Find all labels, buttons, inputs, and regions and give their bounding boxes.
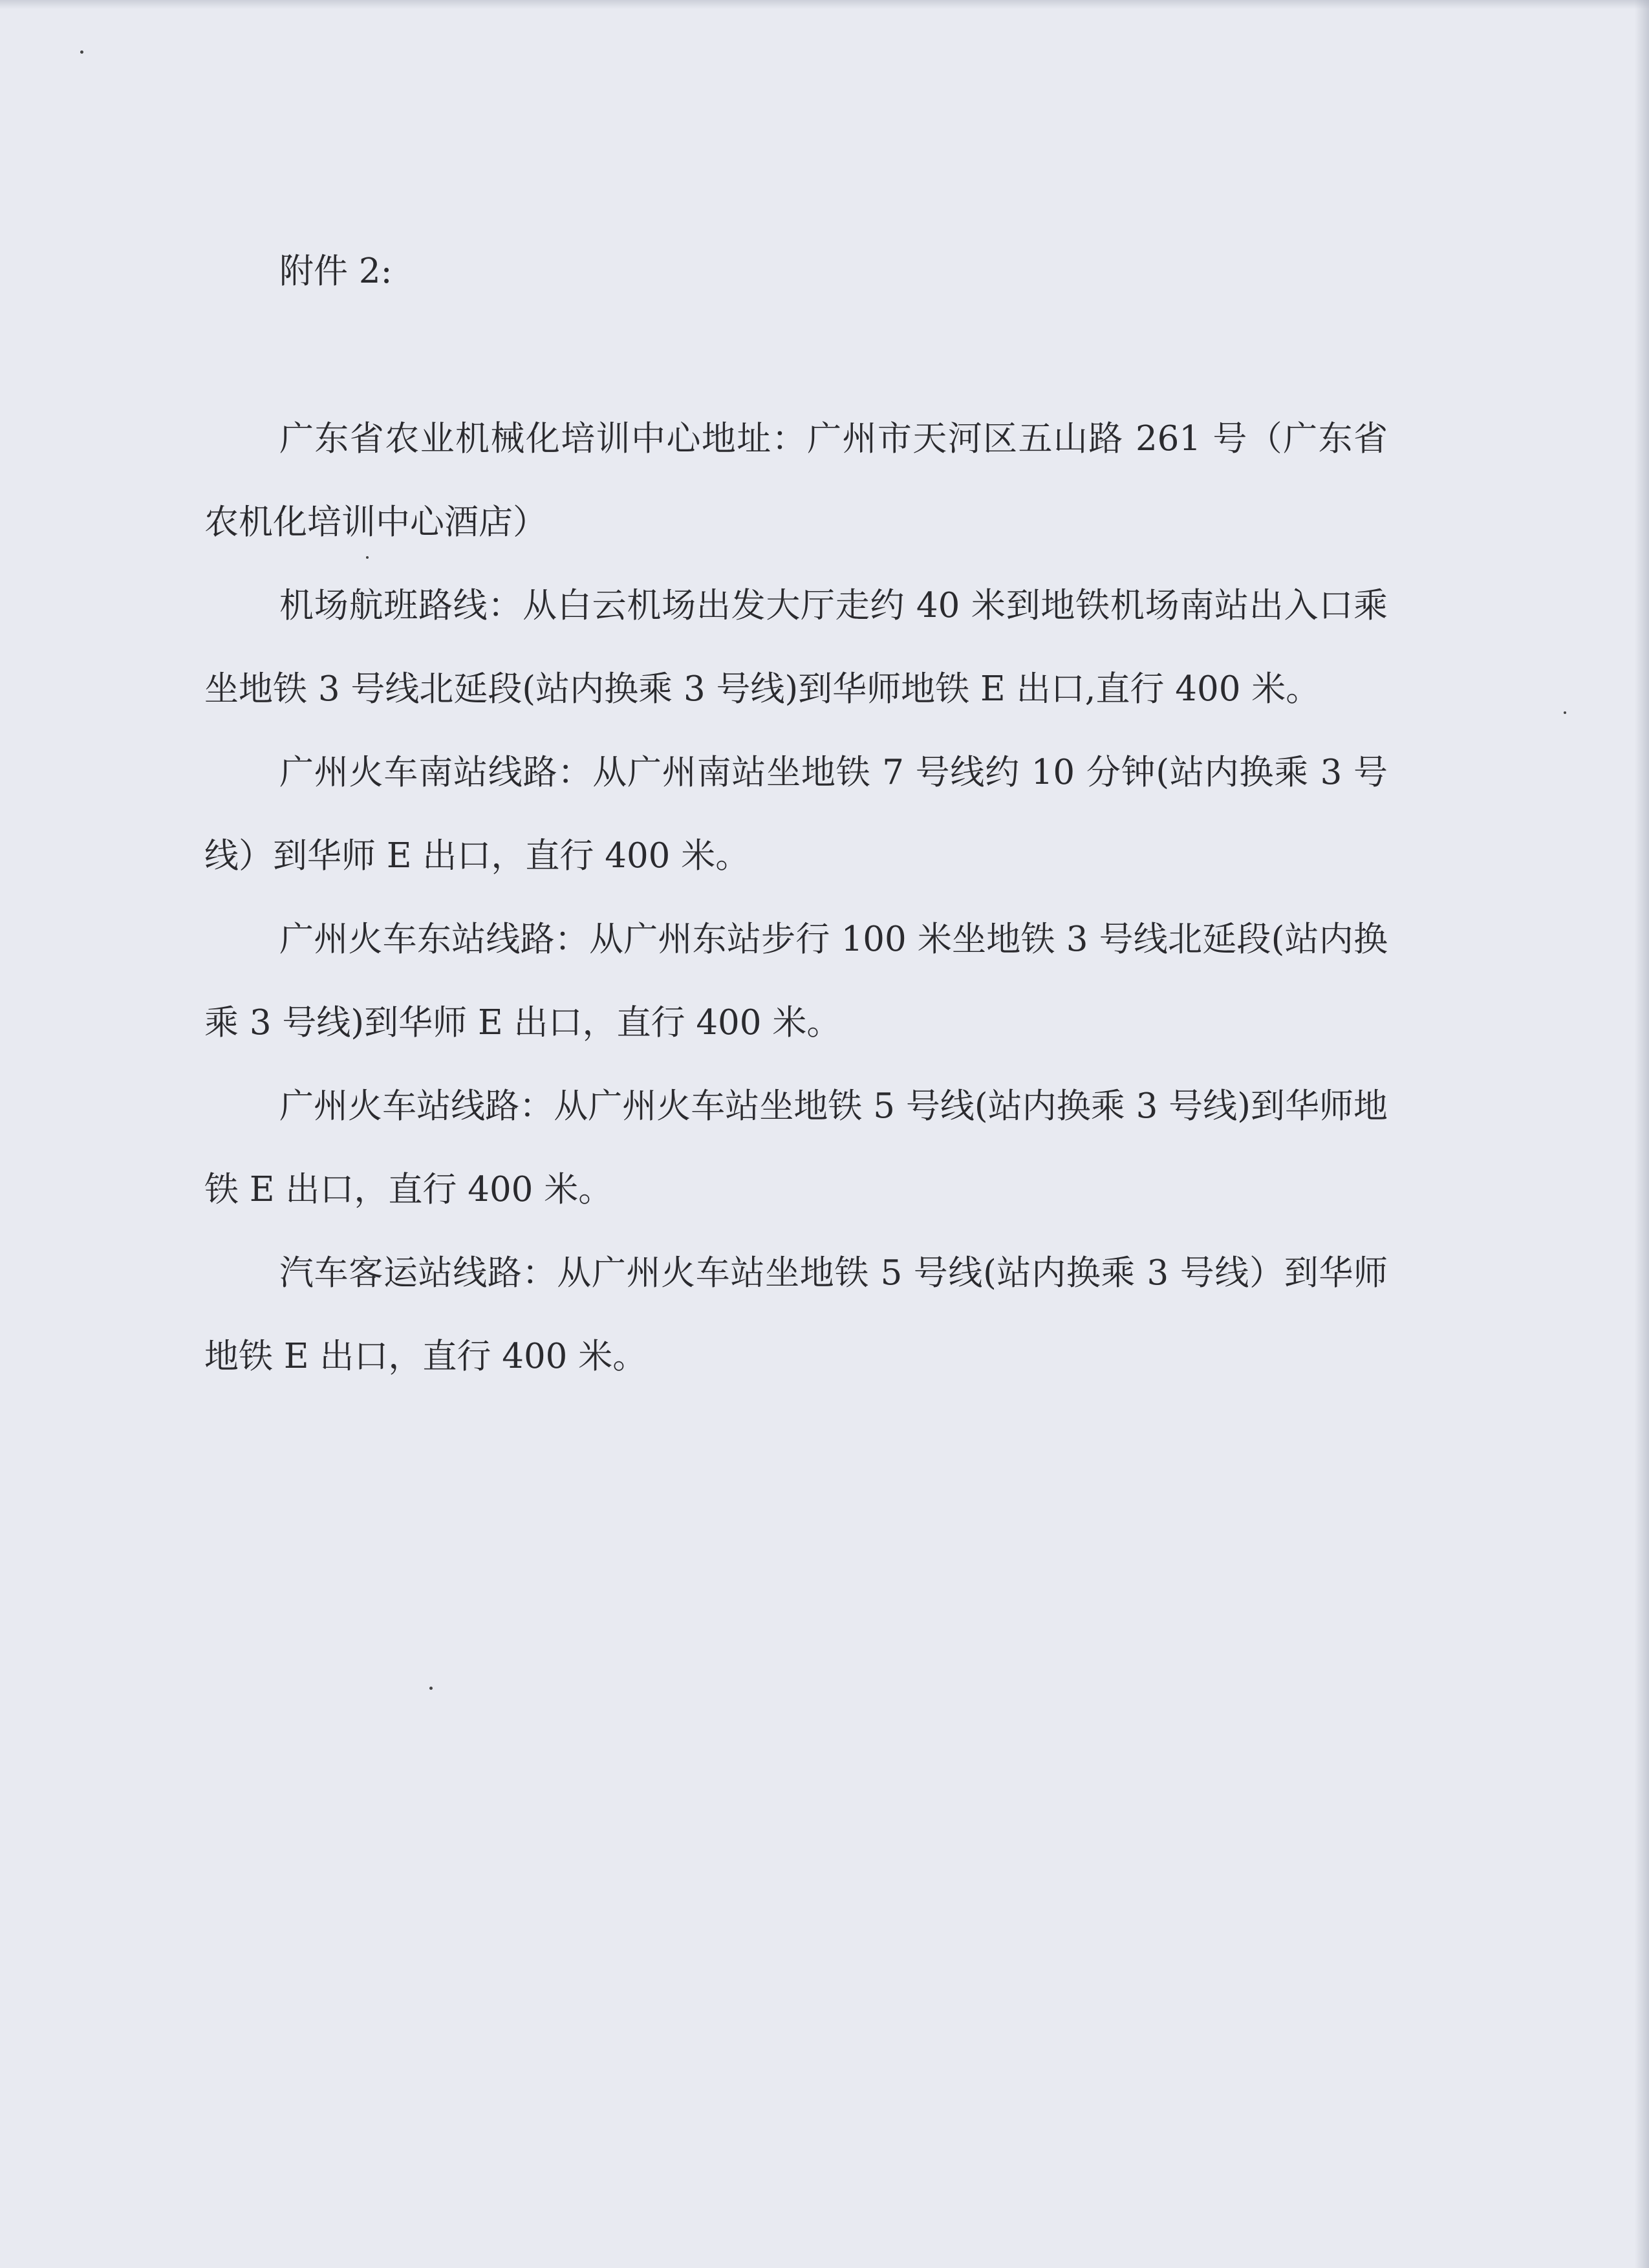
scan-speck <box>429 1687 433 1690</box>
paragraph-south-station-route: 广州火车南站线路：从广州南站坐地铁 7 号线约 10 分钟(站内换乘 3 号线）到华师 E 出口，直行 400 米。 <box>204 753 1388 876</box>
paragraph-east-station-route: 广州火车东站线路：从广州东站步行 100 米坐地铁 3 号线北延段(站内换乘 3 号线)到华师 E 出口，直行 400 米。 <box>204 920 1388 1042</box>
attachment-label: 附件 2: <box>279 252 393 291</box>
scan-speck <box>80 50 83 54</box>
scan-speck <box>1564 711 1566 714</box>
paragraph-address: 广东省农业机械化培训中心地址：广州市天河区五山路 261 号（广东省农机化培训中心酒店） <box>204 419 1388 542</box>
paragraph-airport-route: 机场航班路线：从白云机场出发大厅走约 40 米到地铁机场南站出入口乘坐地铁 3 号线北延段(站内换乘 3 号线)到华师地铁 E 出口,直行 400 米。 <box>204 586 1388 709</box>
scan-top-shadow <box>0 0 1649 9</box>
document-body <box>204 230 1388 1398</box>
paragraph-railway-station-route: 广州火车站线路：从广州火车站坐地铁 5 号线(站内换乘 3 号线)到华师地铁 E 出口，直行 400 米。 <box>204 1086 1388 1209</box>
paragraph-bus-station-route: 汽车客运站线路：从广州火车站坐地铁 5 号线(站内换乘 3 号线）到华师地铁 E 出口，直行 400 米。 <box>204 1253 1388 1376</box>
scan-edge-shadow <box>1635 0 1649 2268</box>
